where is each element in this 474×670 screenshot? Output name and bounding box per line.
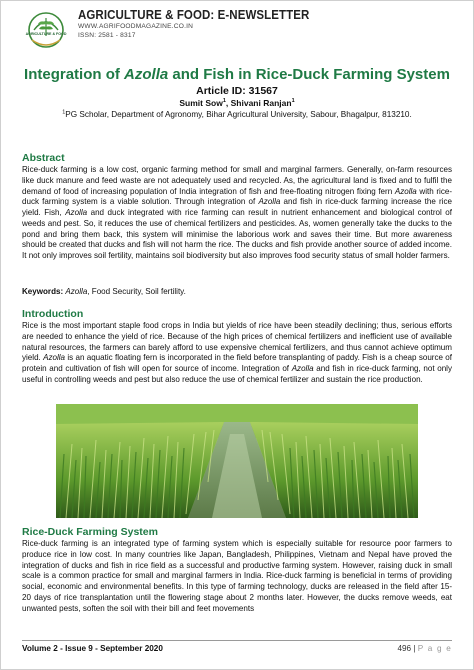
introduction-text: and fish in rice-duck farming, not only useful in controlling weeds and pest but also reduce the use of chemical fertilizer and sustain the rice production.: [22, 364, 452, 384]
keyword-italic: Azolla: [65, 287, 88, 296]
author-affil-mark: 1: [291, 98, 295, 105]
author-affil-mark: 1: [222, 98, 226, 105]
page-number: [397, 643, 452, 654]
rice-duck-heading: Rice-Duck Farming System: [22, 526, 158, 538]
article-title-post: and Fish in Rice-Duck Farming System: [168, 66, 450, 83]
abstract-paragraph: [22, 165, 452, 262]
masthead: [22, 6, 452, 58]
rice-field-photo: [56, 404, 418, 518]
article-title-pre: Integration of: [24, 66, 125, 83]
affiliation-text: PG Scholar, Department of Agronomy, Bihar Agricultural University, Sabour, Bhagalpur, 813210.: [65, 110, 412, 119]
affiliation: [0, 109, 474, 120]
introduction-italic: Azolla: [291, 364, 314, 373]
abstract-text: and fish in rice-duck farming increase the rice yield. Fish,: [22, 197, 452, 217]
introduction-paragraph: [22, 321, 452, 386]
abstract-italic: Azolla: [258, 197, 281, 207]
keywords-line: [22, 287, 452, 298]
author-separator: ,: [225, 98, 231, 108]
footer-divider: [22, 640, 452, 641]
author-list: [0, 98, 474, 109]
author-name: Shivani Ranjan: [230, 98, 292, 108]
introduction-italic: Azolla: [43, 353, 66, 363]
issue-info: Volume 2 - Issue 9 - September 2020: [22, 644, 163, 653]
masthead-text: [78, 8, 330, 40]
author-name: Sumit Sow: [179, 98, 223, 108]
article-id: Article ID: 31567: [196, 85, 278, 97]
keywords-rest: , Food Security, Soil fertility.: [87, 287, 186, 296]
logo-caption: AGRICULTURE & FOOD: [25, 32, 67, 36]
newsletter-title: AGRICULTURE & FOOD: E-NEWSLETTER: [78, 8, 310, 22]
page-label: P a g e: [417, 644, 452, 653]
introduction-text: is an aquatic floating fern is incorporated in the field before transplanting of paddy. Fish is a cheap source of protein and cultivation of fish will open for source of income. Integration of: [22, 353, 453, 373]
abstract-text: and duck integrated with rice farming can result in nutrient enhancement and biological control of weeds and pest. So, it reduces the use of chemical fertilizers and pesticides. As, women generally take the ducks to the pond and bring them back, this system will minimise the laborious work and saves their time. But more awareness should be created that ducks and fish will not harm the rice. The ducks and fish provide another source of added income. It not only improves soil fertility, maintains soil biodiversity but also improves food security status of small holder farmers.: [22, 208, 452, 260]
article-title: [0, 66, 474, 84]
introduction-text: Rice is the most important staple food crops in India but yields of rice have been steadily declining; thus, serious efforts are needed to enhance the yield of rice. Because of the high prices of chemical fertilizers and inefficient use of available natural resources, the farmers can barely afford to use expensive chemical fertilizers, and thus cannot achieve optimum yield.: [22, 321, 452, 363]
newsletter-issn: ISSN: 2581 - 8317: [78, 32, 136, 39]
article-title-italic: Azolla: [124, 66, 169, 83]
rice-duck-paragraph: Rice-duck farming is an integrated type of farming system which is especially suitable for resource poor farmers to produce rice in low cost. In many countries like Japan, Bangladesh, Philippines, Vietnam and Nepal have proved the integration of ducks and fish in rice field as a successful and productive farming system. However, raising duck in small scale is a common practice for small and marginal farmers in India. Rice-duck farming is beneficial in terms of providing social, economic and environmental benefits. In this type of farming technology, ducks are released in the field after 15-20 days of rice transplantation until the flowering stage about 2 months later. However, the ducks remove weeds, eat unwanted pests, soften the soil with their bill and feet movements: [22, 539, 452, 613]
abstract-heading: Abstract: [22, 152, 65, 164]
newsletter-website: WWW.AGRIFOODMAGAZINE.CO.IN: [78, 23, 194, 30]
page-number-value: 496: [397, 644, 412, 653]
introduction-heading: Introduction: [22, 308, 84, 320]
abstract-italic: Azolla: [394, 186, 417, 196]
affiliation-mark: 1: [62, 109, 66, 116]
abstract-text: with rice-duck farming system is a viable solution. Through integration of: [22, 186, 453, 207]
abstract-italic: Azolla: [65, 208, 88, 217]
abstract-text: Rice-duck farming is a low cost, organic farming method for small and marginal farmers. Generally, on-farm resources like duck manure and feed waste are not adequately used and recycled. As, the agricultural land is fixed and to fulfil the demand of food of increasing population of India integration of fish and free-floating nitrogen fixing fern: [22, 165, 452, 196]
keywords-label: Keywords:: [22, 287, 64, 296]
page-separator: |: [411, 644, 418, 653]
